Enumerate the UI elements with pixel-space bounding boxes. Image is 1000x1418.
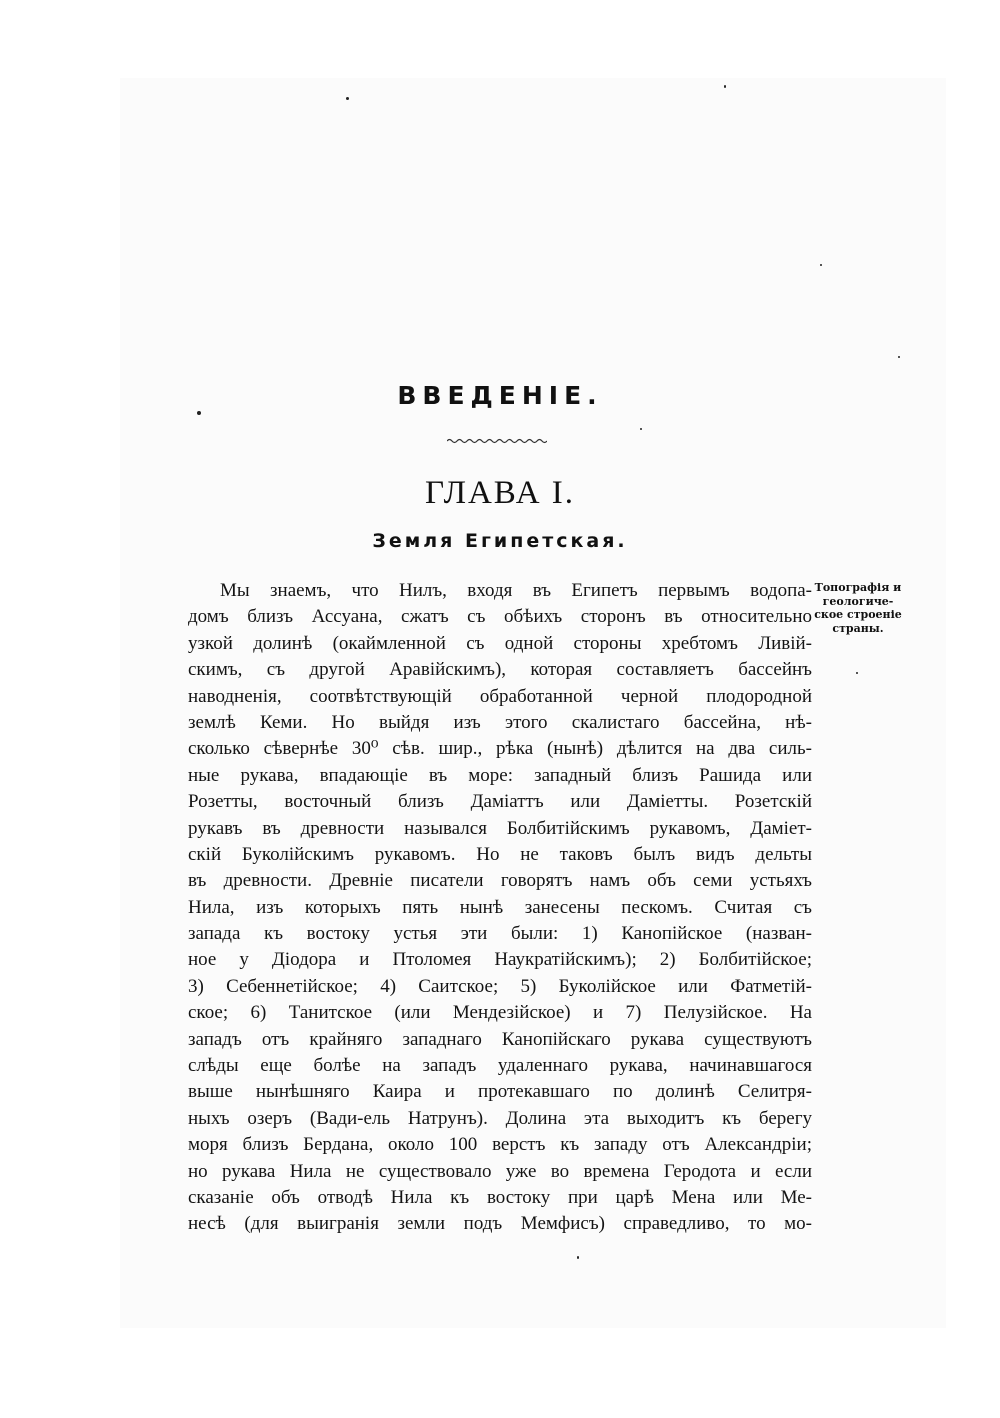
text-line: ныхъ озеръ (Вади-ель Натрунъ). Долина эта выходитъ къ берегу [188, 1107, 812, 1129]
text-line: Нила, изъ которыхъ пять нынѣ занесены пескомъ. Считая съ [188, 896, 812, 918]
text-line: рукавъ въ древности назывался Болбитійскимъ рукавомъ, Даміет- [188, 817, 812, 839]
text-line: Розетты, восточный близъ Даміаттъ или Даміетты. Розетскій [188, 791, 812, 813]
scan-speck [640, 428, 642, 430]
scan-speck [197, 411, 201, 415]
text-line: наводненія, соотвѣтствующій обработанной черной плодородной [188, 685, 812, 707]
text-line: сказаніе объ отводѣ Нила къ востоку при царѣ Мена или Ме- [188, 1186, 812, 1208]
scan-speck [577, 1256, 579, 1259]
text-line: въ древности. Древніе писатели говорятъ намъ объ семи устьяхъ [188, 870, 812, 892]
text-line: скимъ, съ другой Аравійскимъ), которая составляетъ бассейнъ [188, 659, 812, 681]
scan-speck [724, 85, 726, 88]
text-line: несѣ (для выигранія земли подъ Мемфисъ) справедливо, то мо- [188, 1213, 812, 1235]
text-line: узкой долинѣ (окаймленной съ одной стороны хребтомъ Ливій- [188, 632, 812, 654]
margin-note-line: Топографія и [814, 581, 902, 594]
text-line: западъ отъ крайняго западнаго Канопійскаго рукава существуютъ [188, 1028, 812, 1050]
text-line: Мы знаемъ, что Нилъ, входя въ Египетъ первымъ водопа- [220, 580, 812, 601]
text-line: выше нынѣшняго Каира и протекавшаго по долинѣ Селитря- [188, 1081, 812, 1103]
text-line: сколько сѣвернѣе 30⁰ сѣв. шир., рѣка (нынѣ) дѣлится на два силь- [188, 738, 812, 760]
intro-heading: ВВЕДЕНІЕ. [397, 381, 603, 410]
text-line: ные рукава, впадающіе въ море: западный близъ Рашида или [188, 764, 812, 786]
wavy-divider [447, 436, 547, 446]
margin-note-line: ское строеніе [814, 608, 902, 621]
margin-note-line: геологиче- [822, 594, 894, 608]
text-line: моря близъ Бердана, около 100 верстъ къ западу отъ Александріи; [188, 1134, 812, 1156]
scan-speck [820, 264, 822, 266]
scan-speck [346, 97, 349, 100]
text-line: но рукава Нила не существовало уже во времена Геродота и если [188, 1160, 812, 1182]
body-paragraph [188, 578, 812, 1238]
text-line: скій Буколійскимъ рукавомъ. Но не таковъ былъ видъ дельты [188, 843, 812, 865]
text-line: ное у Діодора и Птоломея Наукратійскимъ); 2) Болбитійское; [188, 949, 812, 971]
text-line: слѣды еще болѣе на западъ удаленнаго рукава, начинавшагося [188, 1055, 812, 1077]
scan-speck [898, 356, 900, 358]
margin-note [806, 581, 910, 635]
chapter-subtitle: Земля Египетская. [372, 530, 628, 552]
text-line: ское; 6) Танитское (или Мендезійское) и 7) Пелузійское. На [188, 1002, 812, 1024]
scan-speck [856, 672, 858, 674]
text-line: 3) Себеннетійское; 4) Саитское; 5) Буколійское или Фатметій- [188, 975, 812, 997]
margin-note-line: страны. [832, 621, 884, 635]
text-line: землѣ Кеми. Но выйдя изъ этого скалистаго бассейна, нѣ- [188, 711, 812, 733]
text-line: запада къ востоку устья эти были: 1) Канопійское (назван- [188, 923, 812, 945]
text-line: домъ близъ Ассуана, сжатъ съ обѣихъ сторонъ въ относительно [188, 606, 812, 628]
chapter-heading: ГЛАВА I. [424, 475, 576, 511]
